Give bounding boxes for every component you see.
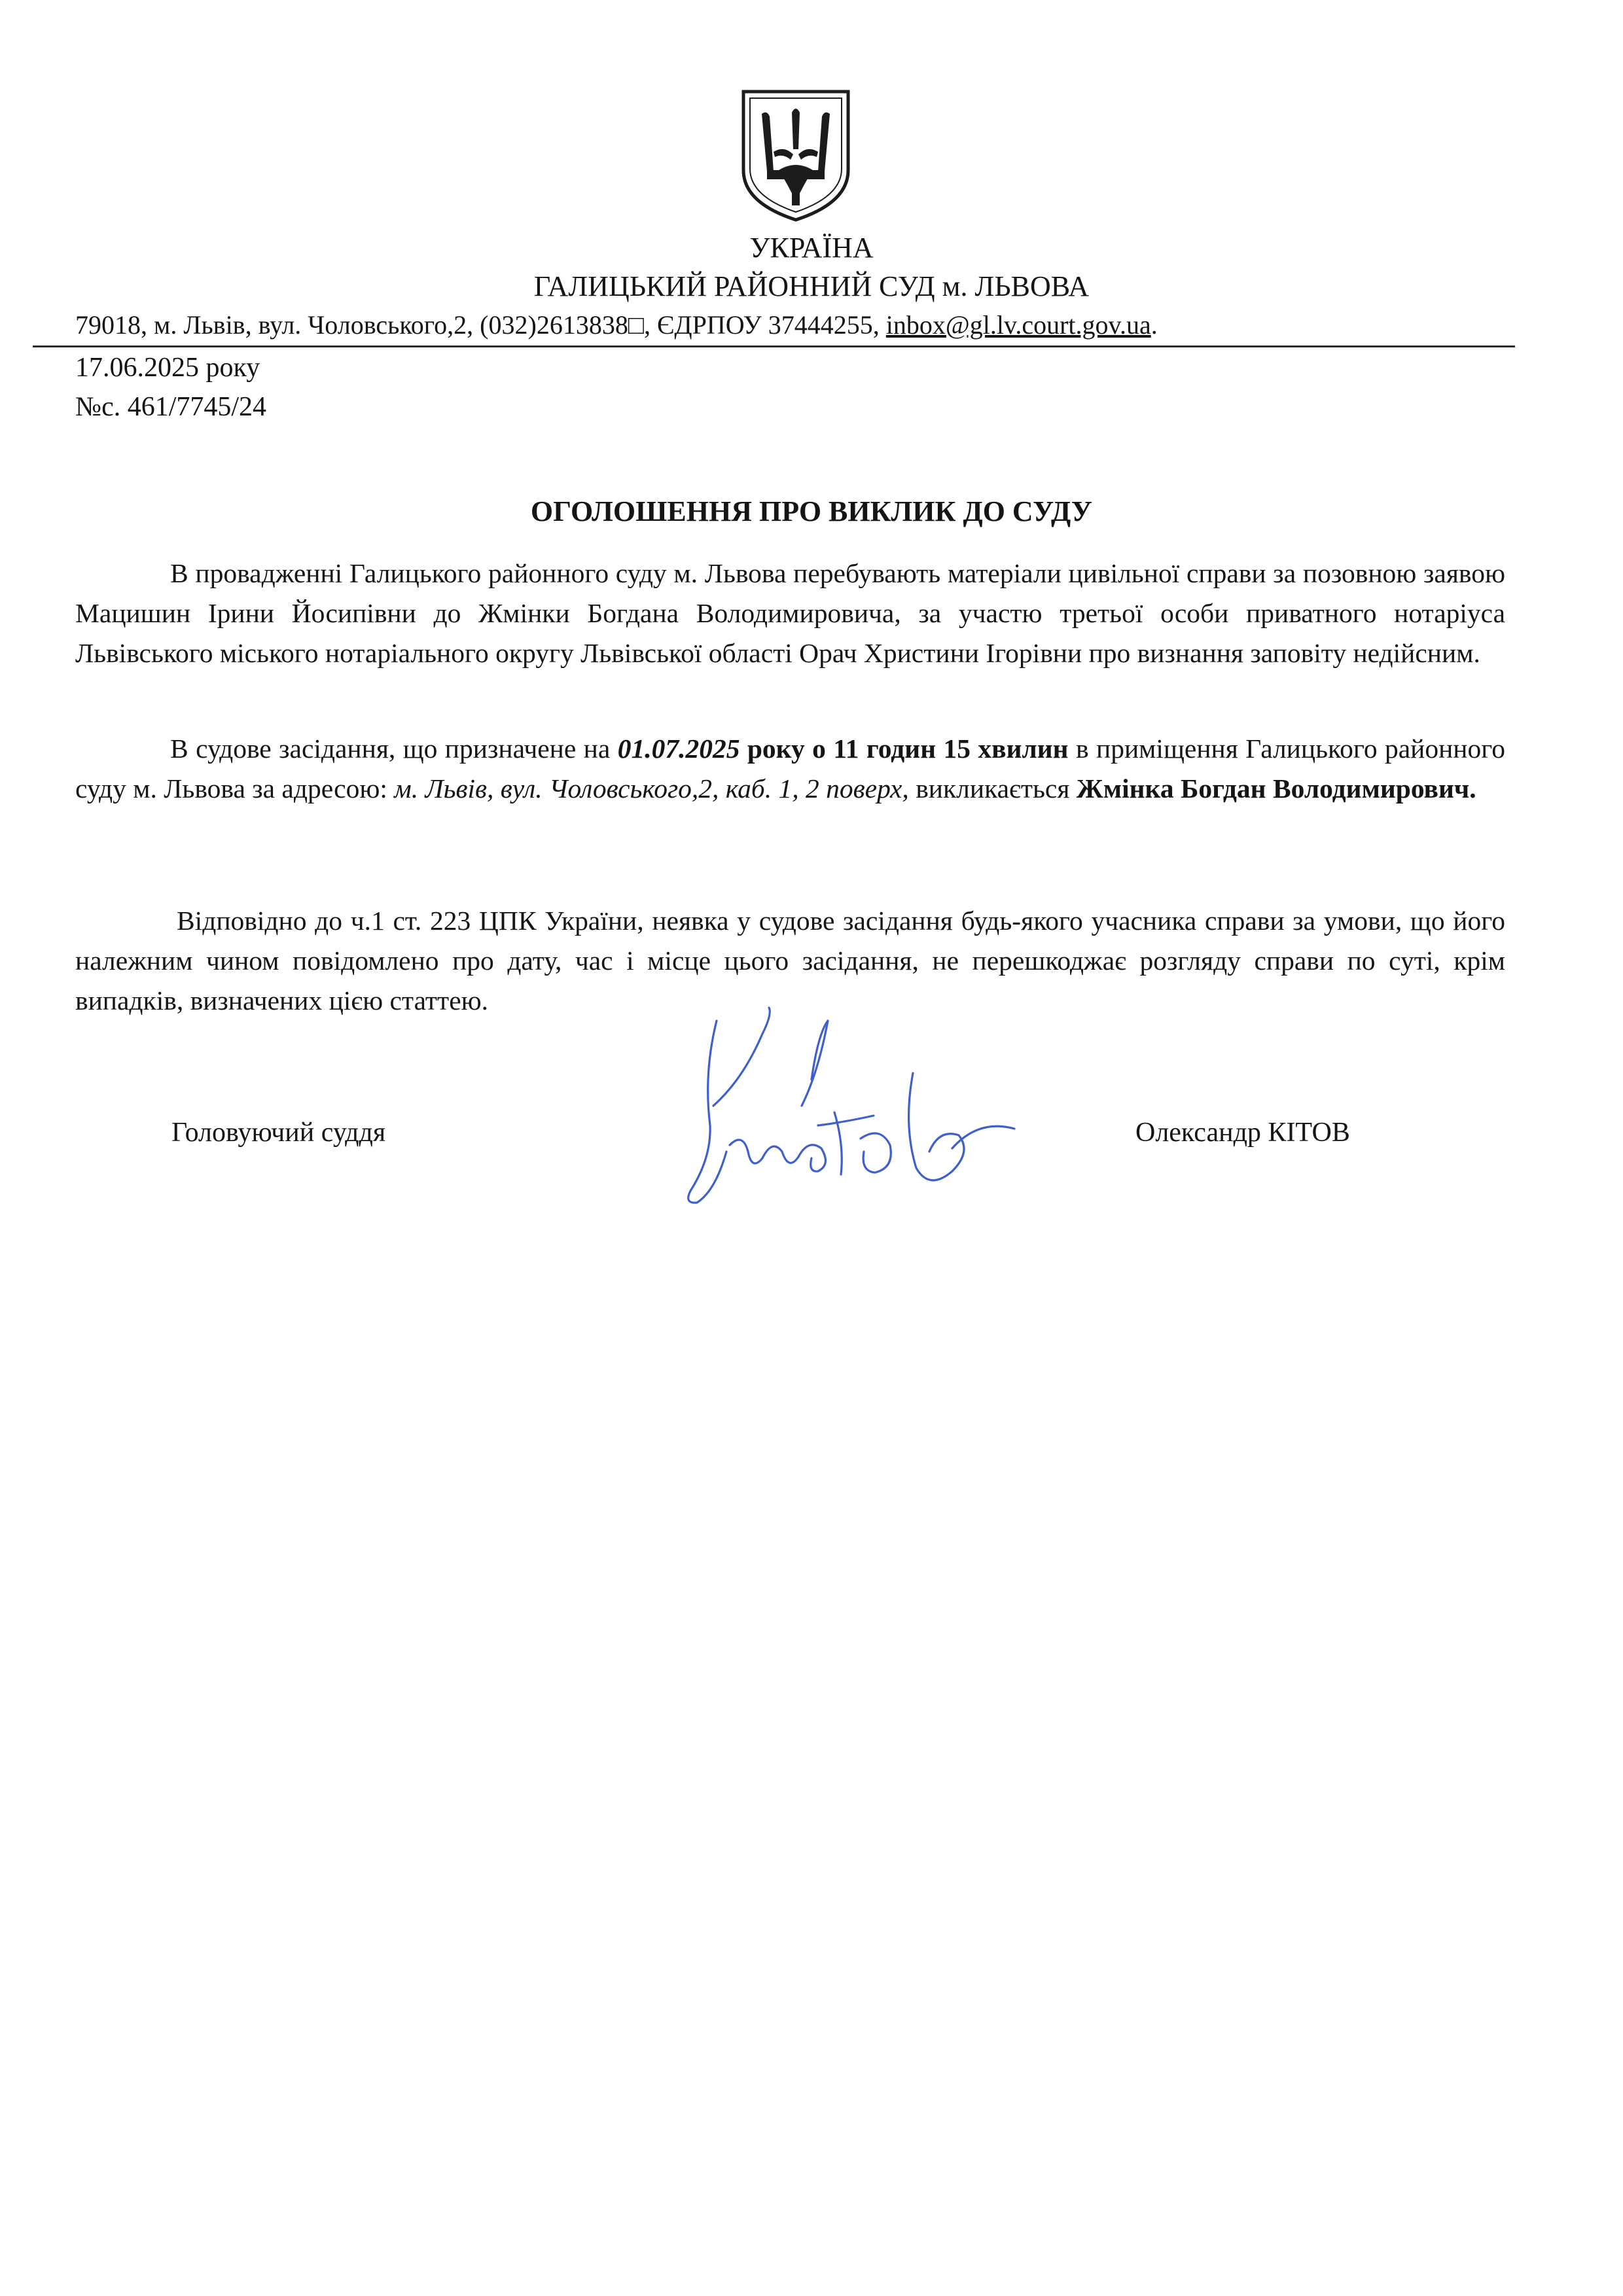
summoned-person: Жмінка Богдан Володимирович. [1076,773,1476,804]
signatory-name: Олександр КІТОВ [1135,1118,1350,1148]
summons-mid: в приміщення Галицького районного суду м. Львова за адресою: [75,733,1506,804]
document-date: 17.06.2025 року [75,353,260,383]
court-email-link[interactable]: inbox@gl.lv.court.gov.ua [885,310,1151,340]
signatory-role: Головуючий суддя [171,1118,386,1148]
paragraph-legal-notice: Відповідно до ч.1 ст. 223 ЦПК України, неявка у судове засідання будь-якого учасника справи за умови, що його належним чином повідомлено про дату, час і місце цього засідання, не перешкоджає розгляду справи по суті, крім випадків, визначених цією статтею. [75,906,1505,1016]
hearing-date: 01.07.2025 [617,733,740,764]
court-address: 79018, м. Львів, вул. Чоловського,2, (032)2613838□, ЄДРПОУ 37444255, [75,310,886,340]
coat-of-arms-icon [736,86,856,224]
court-address-line [75,309,1554,342]
country-heading: УКРАЇНА [749,232,874,264]
handwritten-signature [664,995,1031,1217]
document-title: ОГОЛОШЕННЯ ПРО ВИКЛИК ДО СУДУ [530,495,1093,527]
header-divider [33,345,1515,347]
summons-lead: В судове засідання, що призначене на [170,733,618,764]
hearing-time: року о 11 годин 15 хвилин [740,733,1069,764]
case-number: №с. 461/7745/24 [75,392,267,422]
summons-tail: викликається [908,773,1077,804]
court-name: ГАЛИЦЬКИЙ РАЙОННИЙ СУД м. ЛЬВОВА [533,270,1090,302]
paragraph-summons [75,729,1505,809]
address-end: . [1150,310,1158,340]
hearing-address: м. Львів, вул. Чоловського,2, каб. 1, 2 поверх, [394,773,909,804]
paragraph-case-description: В провадженні Галицького районного суду м. Львова перебувають матеріали цивільної справи за позовною заявою Мацишин Ірини Йосипівни до Жмінки Богдана Володимировича, за участю третьої особи приватного нотаріуса Львівського міського нотаріального округу Львівської області Орач Христини Ігорівни про визнання заповіту недійсним. [75,558,1505,668]
